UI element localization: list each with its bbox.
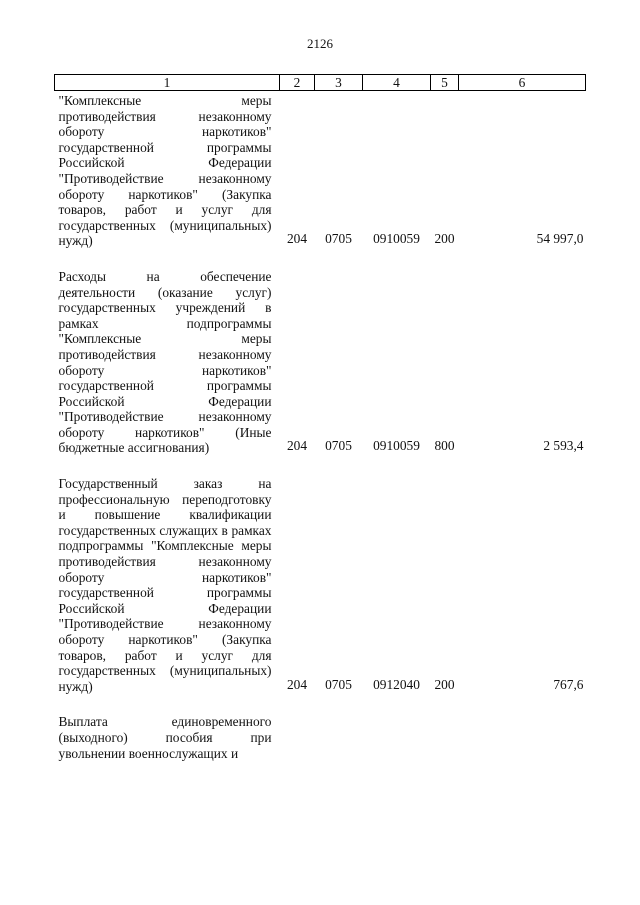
row-amount: 767,6	[553, 676, 584, 692]
table-row	[55, 91, 586, 249]
column-header-1: 1	[55, 75, 280, 91]
column-header-5: 5	[431, 75, 459, 91]
column-header-2: 2	[280, 75, 315, 91]
row-code-3: 0705	[325, 676, 352, 692]
row-name: Выплата единовременного (выходного) пособия при увольнении военнослужащих и	[58, 714, 272, 761]
row-code-5: 200	[434, 676, 455, 692]
table-header-row	[55, 75, 586, 91]
row-code-4: 0910059	[373, 438, 420, 454]
column-header-4: 4	[363, 75, 431, 91]
row-amount: 2 593,4	[543, 438, 584, 454]
row-code-4: 0910059	[373, 231, 420, 247]
row-code-3	[315, 714, 363, 761]
row-name: "Комплексные меры противодействия незаконному обороту наркотиков" государственной программы Российской Федерации "Противодействие незаконному обороту наркотиков" (Закупка товаров, работ и услуг для государственных (муниципальных) нужд)	[58, 93, 272, 249]
row-code-2: 204	[286, 231, 308, 247]
row-code-5: 200	[434, 231, 455, 247]
table-row	[55, 269, 586, 456]
row-code-5	[431, 714, 459, 761]
row-code-4	[363, 714, 431, 761]
row-code-3: 0705	[325, 438, 352, 454]
row-code-2: 204	[286, 438, 308, 454]
budget-table	[54, 74, 586, 761]
column-header-6: 6	[459, 75, 586, 91]
row-code-2	[280, 714, 315, 761]
table-row	[55, 714, 586, 761]
table-row	[55, 476, 586, 694]
row-name: Государственный заказ на профессиональную переподготовку и повышение квалификации государственных служащих в рамках подпрограммы "Комплексные меры противодействия незаконному обороту наркотиков" государственной программы Российской Федерации "Противодействие незаконному обороту наркотиков" (Закупка товаров, работ и услуг для государственных (муниципальных) нужд)	[58, 476, 272, 694]
row-code-4: 0912040	[373, 676, 420, 692]
page-number: 2126	[307, 36, 333, 51]
row-code-2: 204	[286, 676, 308, 692]
row-code-3: 0705	[325, 231, 352, 247]
row-amount: 54 997,0	[536, 231, 584, 247]
column-header-3: 3	[315, 75, 363, 91]
row-amount	[459, 714, 586, 761]
row-code-5: 800	[434, 438, 455, 454]
row-name: Расходы на обеспечение деятельности (оказание услуг) государственных учреждений в рамках подпрограммы "Комплексные меры противодействия незаконному обороту наркотиков" государственной программы Российской Федерации "Противодействие незаконному обороту наркотиков" (Иные бюджетные ассигнования)	[58, 268, 272, 456]
